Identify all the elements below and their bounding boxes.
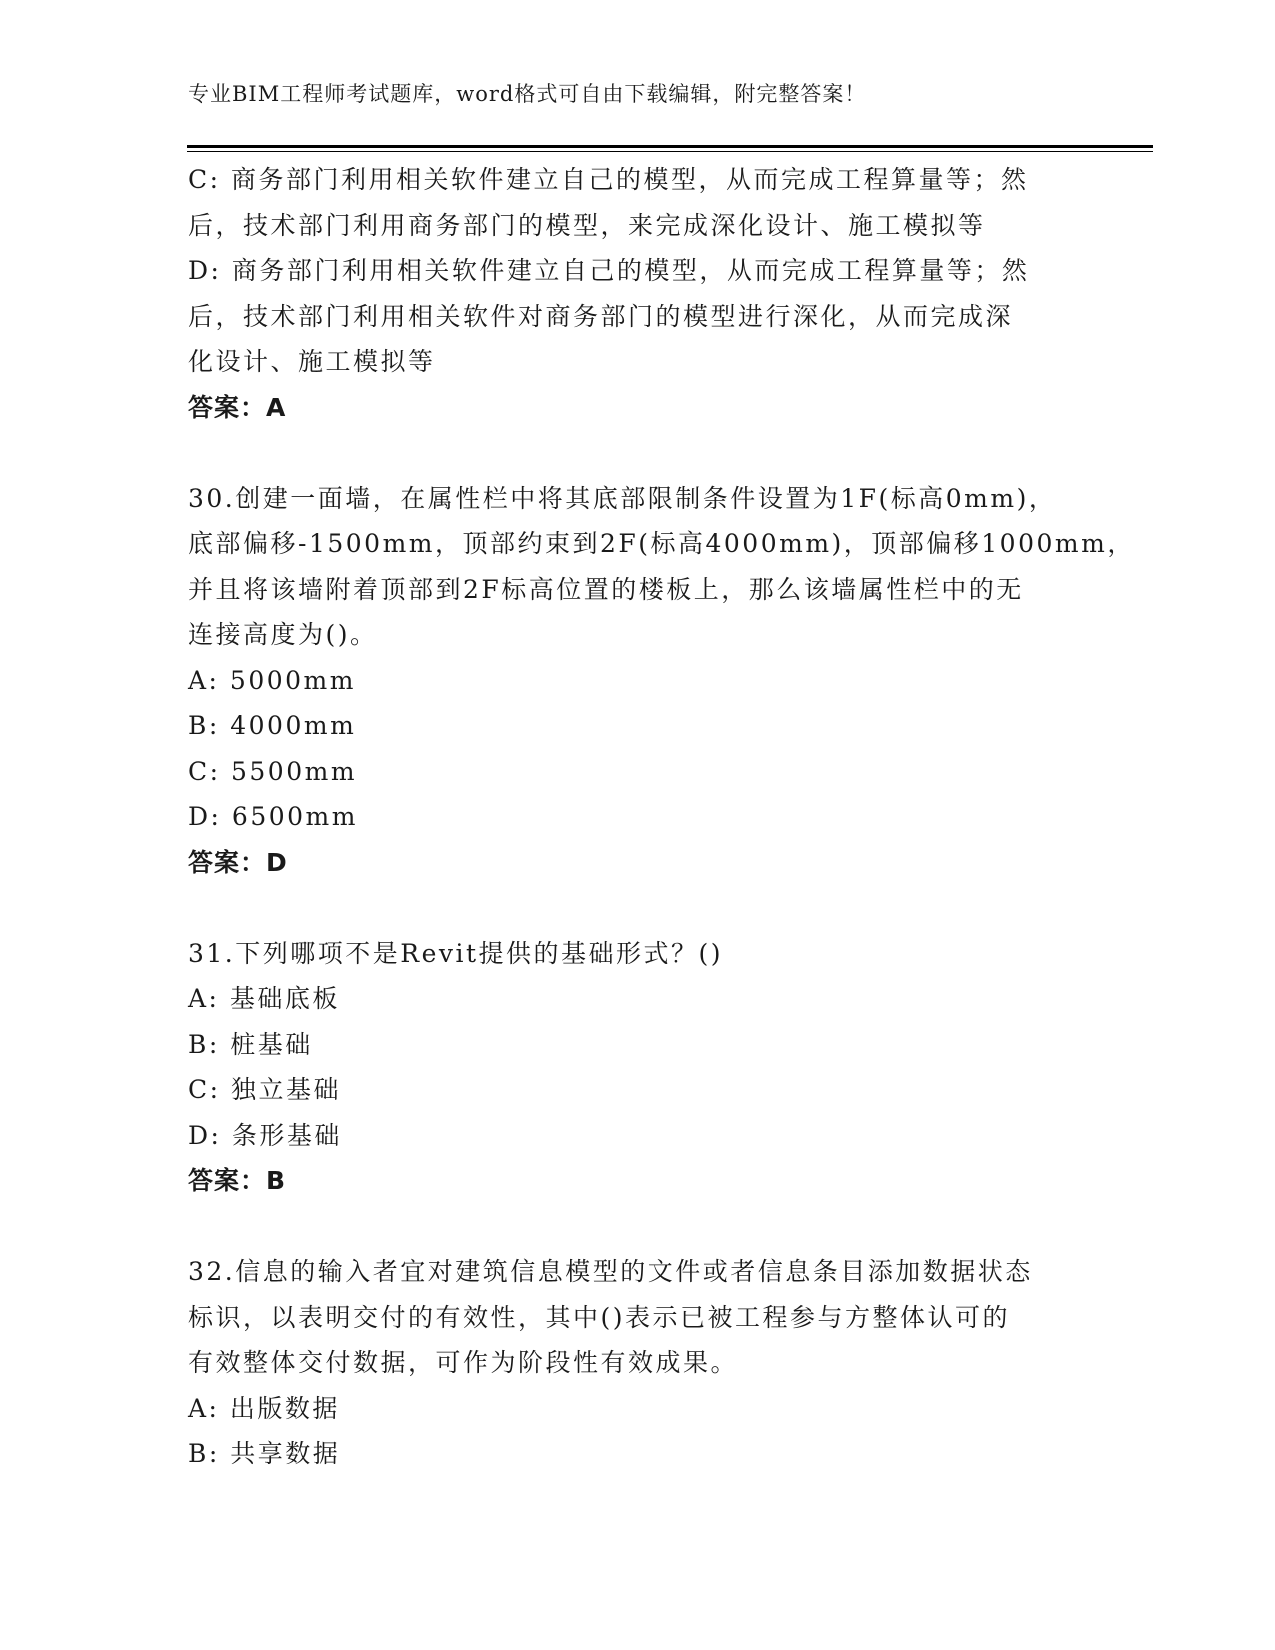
option-c-line: 后，技术部门利用商务部门的模型，来完成深化设计、施工模拟等	[188, 210, 986, 240]
option-a: A: 出版数据	[188, 1393, 340, 1423]
header-rule-thick	[187, 145, 1153, 148]
option-d: D: 条形基础	[188, 1120, 342, 1150]
option-b: B: 共享数据	[188, 1439, 341, 1468]
question-stem-line: 有效整体交付数据，可作为阶段性有效成果。	[188, 1348, 739, 1377]
option-b: B: 4000mm	[188, 711, 357, 740]
option-c-line: C: 商务部门利用相关软件建立自己的模型，从而完成工程算量等；然	[188, 165, 1029, 194]
answer-label: 答案：D	[188, 847, 288, 877]
question-stem-line: 32.信息的输入者宜对建筑信息模型的文件或者信息条目添加数据状态	[188, 1257, 1033, 1286]
question-content	[188, 157, 1135, 1477]
option-a: A: 5000mm	[188, 665, 356, 695]
answer-label: 答案：A	[188, 392, 287, 422]
answer-label: 答案：B	[188, 1166, 287, 1195]
page-header: 专业BIM工程师考试题库，word格式可自由下载编辑，附完整答案！	[188, 82, 867, 106]
option-d-line: 后，技术部门利用相关软件对商务部门的模型进行深化，从而完成深	[188, 301, 1014, 331]
option-c: C: 5500mm	[188, 756, 358, 786]
option-b: B: 桩基础	[188, 1029, 313, 1059]
option-d-line: 化设计、施工模拟等	[188, 347, 436, 376]
question-stem-line: 标识，以表明交付的有效性，其中()表示已被工程参与方整体认可的	[188, 1302, 1011, 1332]
question-stem-line: 底部偏移-1500mm，顶部约束到2F(标高4000mm)，顶部偏移1000mm，	[188, 529, 1135, 558]
question-32	[188, 1249, 1088, 1477]
question-stem-line: 连接高度为()。	[188, 620, 378, 649]
option-c: C: 独立基础	[188, 1075, 341, 1104]
question-stem-line: 并且将该墙附着顶部到2F标高位置的楼板上，那么该墙属性栏中的无	[188, 574, 1024, 604]
question-30	[188, 476, 1135, 886]
question-31	[188, 931, 1088, 1204]
option-a: A: 基础底板	[188, 984, 340, 1013]
header-rule-thin	[187, 151, 1153, 152]
option-d: D: 6500mm	[188, 802, 358, 831]
option-d-line: D: 商务部门利用相关软件建立自己的模型，从而完成工程算量等；然	[188, 256, 1030, 285]
prev-question-tail	[188, 157, 1088, 430]
question-stem-line: 30.创建一面墙，在属性栏中将其底部限制条件设置为1F(标高0mm)，	[188, 483, 1057, 513]
question-stem-line: 31.下列哪项不是Revit提供的基础形式？()	[188, 938, 724, 968]
